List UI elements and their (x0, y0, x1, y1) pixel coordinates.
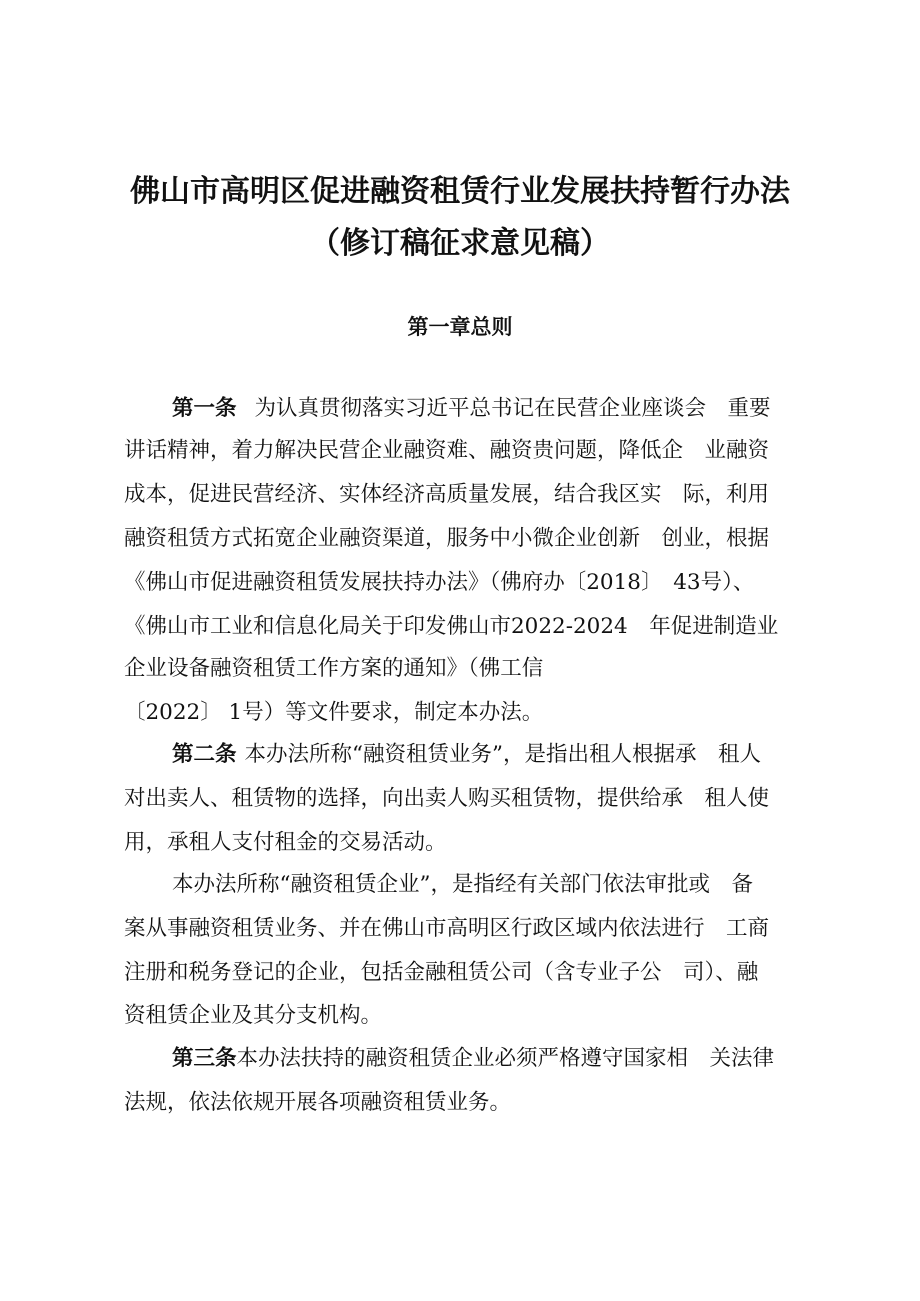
document-title-line1: 佛山市高明区促进融资租赁行业发展扶持暂行办法 (130, 174, 790, 209)
article-1-line-7: 企业设备融资租赁工作方案的通知》（佛工信 (124, 656, 544, 681)
article-3-label: 第三条 (172, 1046, 237, 1071)
document-title-line2: （修订稿征求意见稿） (310, 226, 610, 261)
article-1-line-1 (172, 395, 771, 423)
paragraph-line-4: 资租赁企业及其分支机构。 (124, 1003, 383, 1028)
article-1-line-3: 成本，促进民营经济、实体经济高质量发展，结合我区实 际，利用 (124, 482, 770, 507)
article-text: 为认真贯彻落实习近平总书记在民营企业座谈会 重要 (254, 396, 771, 421)
article-text: 本办法所称“融资租赁业务”，是指出租人根据承 租人 (244, 742, 762, 767)
paragraph-line-3: 注册和税务登记的企业，包括金融租赁公司（含专业子公 司）、融 (124, 960, 759, 985)
article-3-line-1 (172, 1045, 774, 1073)
article-1-line-2: 讲话精神，着力解决民营企业融资难、融资贵问题，降低企 业融资 (124, 438, 770, 463)
article-1-line-8: 〔2022〕 1号）等文件要求，制定本办法。 (124, 700, 544, 725)
paragraph-line-2: 案从事融资租赁业务、并在佛山市高明区行政区域内依法进行 工商 (124, 916, 770, 941)
paragraph-line-1: 本办法所称“融资租赁企业”，是指经有关部门依法审批或 备 (172, 872, 753, 897)
article-1-line-4: 融资租赁方式拓宽企业融资渠道，服务中小微企业创新 创业，根据 (124, 526, 770, 551)
article-2-line-2: 对出卖人、租赁物的选择，向出卖人购买租赁物，提供给承 租人使 (124, 786, 770, 811)
article-2-line-1 (172, 741, 761, 769)
article-1-label: 第一条 (172, 396, 237, 421)
article-text: 本办法扶持的融资租赁企业必须严格遵守国家相 关法律 (236, 1046, 775, 1071)
article-2-line-3: 用，承租人支付租金的交易活动。 (124, 830, 447, 855)
article-2-label: 第二条 (172, 742, 237, 767)
article-1-line-5: 《佛山市促进融资租赁发展扶持办法》（佛府办〔2018〕 43号）、 (124, 570, 755, 595)
article-1-line-6: 《佛山市工业和信息化局关于印发佛山市2022-2024 年促进制造业 (124, 614, 779, 639)
article-3-line-2: 法规，依法依规开展各项融资租赁业务。 (124, 1090, 512, 1115)
chapter-heading: 第一章总则 (407, 315, 513, 339)
